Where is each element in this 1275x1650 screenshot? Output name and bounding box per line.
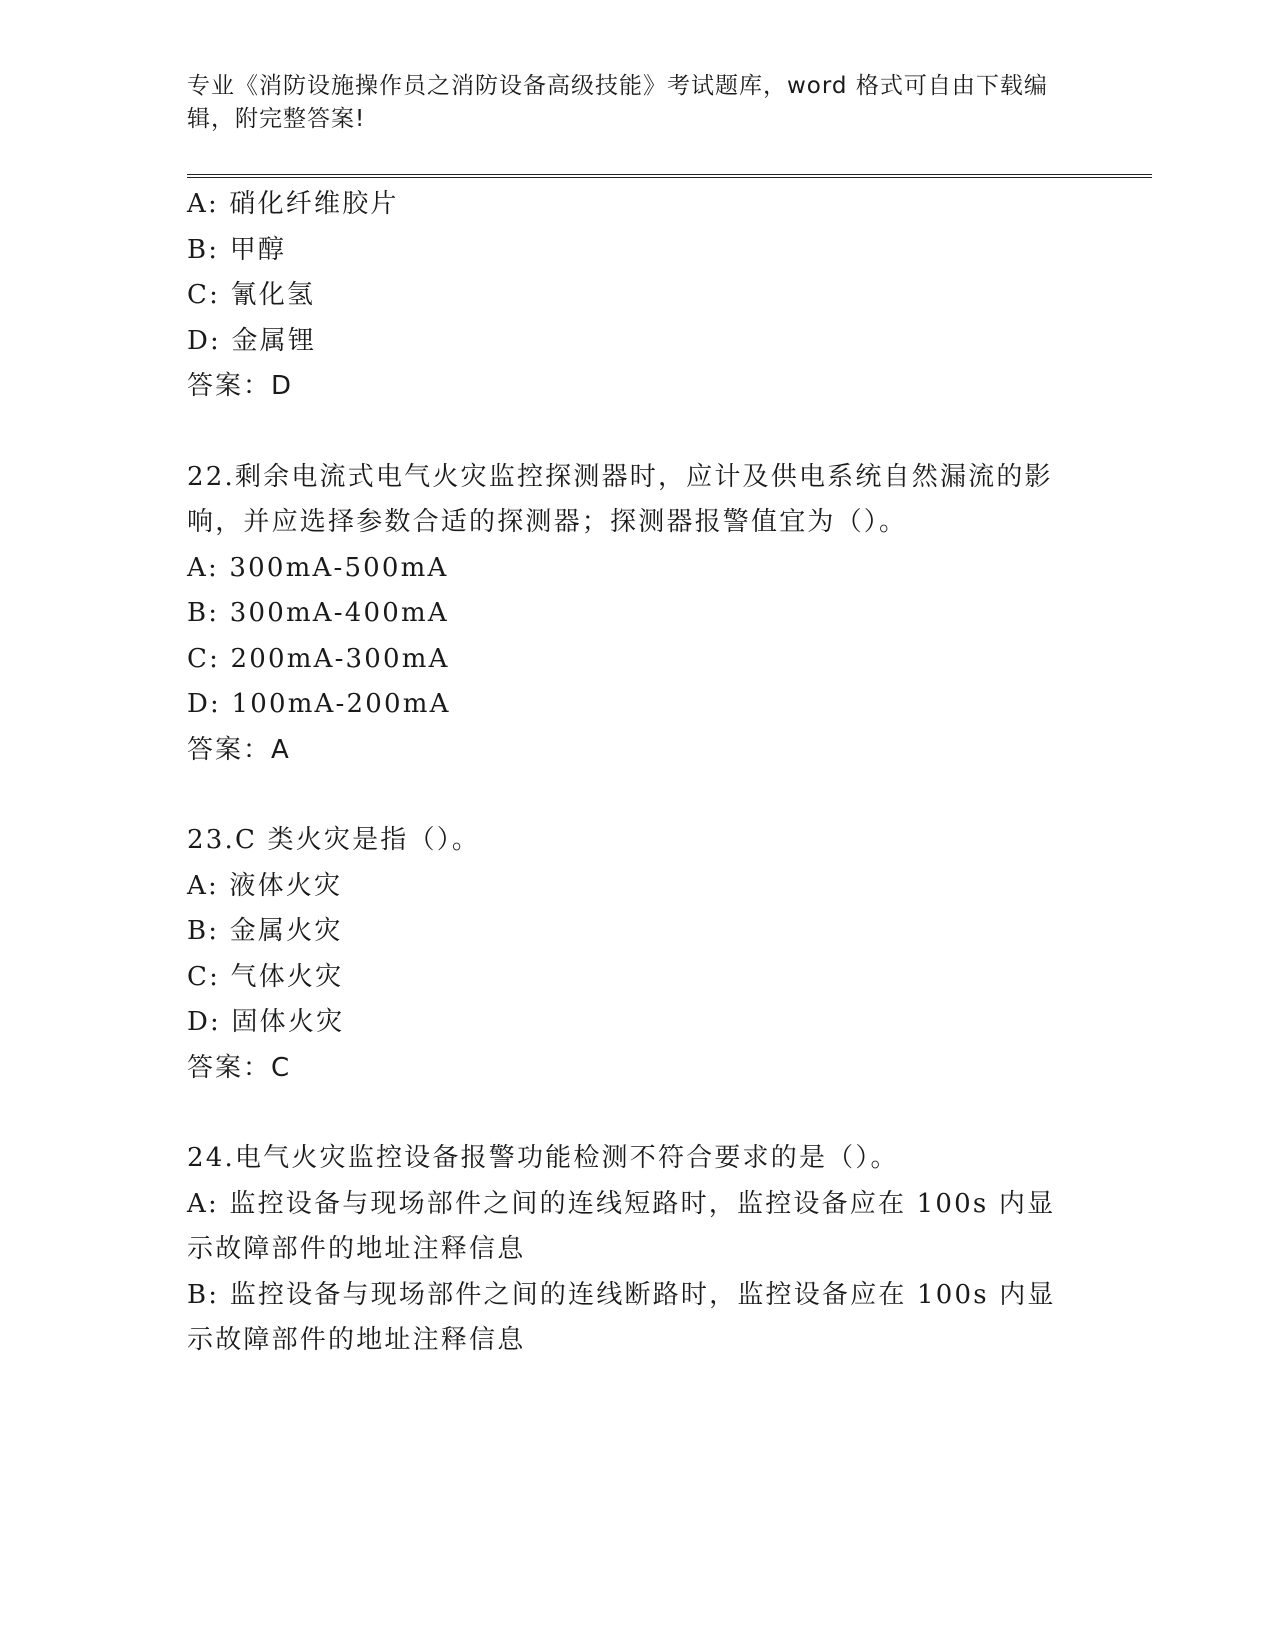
- question-22: [187, 455, 1152, 774]
- q22-option-a: A: 300mA-500mA: [187, 552, 449, 583]
- q21-answer: 答案：D: [187, 371, 294, 401]
- q23-option-d: D: 固体火灾: [187, 1007, 345, 1037]
- q21-option-a: A: 硝化纤维胶片: [187, 189, 399, 219]
- header-line-1: 专业《消防设施操作员之消防设备高级技能》考试题库，word 格式可自由下载编: [187, 73, 1048, 99]
- header-divider: [187, 174, 1152, 178]
- spacer: [187, 1091, 1152, 1136]
- q22-stem-line-1: 22.剩余电流式电气火灾监控探测器时，应计及供电系统自然漏流的影: [187, 461, 1053, 492]
- q23-answer: 答案：C: [187, 1052, 292, 1083]
- q21-option-d: D: 金属锂: [187, 325, 317, 356]
- q22-option-c: C: 200mA-300mA: [187, 643, 450, 674]
- q22-stem-line-2: 响，并应选择参数合适的探测器；探测器报警值宜为（）。: [187, 507, 908, 537]
- q23-option-c: C: 气体火灾: [187, 961, 344, 992]
- header-line-2: 辑，附完整答案!: [187, 106, 366, 132]
- q23-option-a: A: 液体火灾: [187, 870, 343, 901]
- spacer: [187, 773, 1152, 818]
- q24-option-b-line-1: B: 监控设备与现场部件之间的连线断路时，监控设备应在 100s 内显: [187, 1279, 1056, 1310]
- q24-option-a-line-1: A: 监控设备与现场部件之间的连线短路时，监控设备应在 100s 内显: [187, 1188, 1056, 1219]
- q24-option-a-line-2: 示故障部件的地址注释信息: [187, 1234, 526, 1264]
- q24-option-b-line-2: 示故障部件的地址注释信息: [187, 1325, 526, 1355]
- q23-stem: 23.C 类火灾是指（）。: [187, 825, 481, 855]
- question-24: [187, 1136, 1152, 1364]
- q21-option-c: C: 氰化氢: [187, 280, 316, 310]
- q22-option-d: D: 100mA-200mA: [187, 689, 451, 719]
- document-page: [187, 70, 1152, 1364]
- question-list: [187, 182, 1152, 1364]
- page-header: [187, 70, 1067, 136]
- question-21: [187, 182, 1152, 410]
- question-23: [187, 818, 1152, 1091]
- q22-answer: 答案：A: [187, 734, 291, 765]
- q21-option-b: B: 甲醇: [187, 234, 287, 265]
- q24-stem: 24.电气火灾监控设备报警功能检测不符合要求的是（）。: [187, 1143, 899, 1173]
- q23-option-b: B: 金属火灾: [187, 916, 343, 946]
- spacer: [187, 410, 1152, 455]
- q22-option-b: B: 300mA-400mA: [187, 598, 449, 628]
